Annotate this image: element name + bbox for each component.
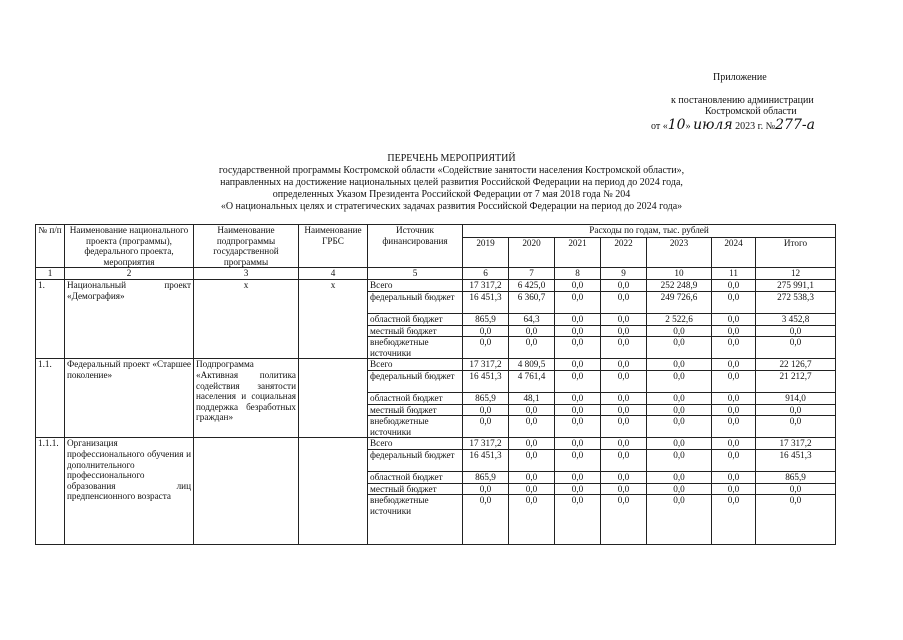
- funding-source: местный бюджет: [368, 325, 463, 337]
- year-2020: 2020: [509, 238, 555, 268]
- funding-source: областной бюджет: [368, 313, 463, 325]
- year-value: 0,0: [601, 471, 647, 483]
- total-value: 22 126,7: [756, 359, 836, 371]
- year-value: 0,0: [647, 416, 712, 438]
- heading-line-2: направленных на достижение национальных целей развития Российской Федерации на период до 2024 года,: [220, 177, 683, 188]
- total-value: 914,0: [756, 392, 836, 404]
- appendix-line-1: к постановлению администрации: [671, 95, 814, 106]
- activity-name: Организация профессионального обучения и дополнительного профессионального образования лиц предпенсионного возраста: [65, 438, 194, 545]
- year-value: 0,0: [712, 483, 756, 495]
- grbs-name: [299, 359, 368, 438]
- year-value: 16 451,3: [463, 370, 509, 392]
- index-cell: 11: [712, 268, 756, 280]
- year-value: 0,0: [463, 416, 509, 438]
- year-value: 0,0: [647, 471, 712, 483]
- year-value: 4 809,5: [509, 359, 555, 371]
- year-value: 17 317,2: [463, 438, 509, 450]
- year-value: 0,0: [601, 483, 647, 495]
- funding-source: областной бюджет: [368, 392, 463, 404]
- header-expenses: Расходы по годам, тыс. рублей: [463, 225, 836, 238]
- total-value: 0,0: [756, 416, 836, 438]
- year-value: 0,0: [712, 313, 756, 325]
- year-value: 0,0: [509, 337, 555, 359]
- year-value: 48,1: [509, 392, 555, 404]
- total-value: 3 452,8: [756, 313, 836, 325]
- index-row: [36, 268, 836, 280]
- date-month-handwritten: июля: [693, 117, 733, 133]
- date-mid: »: [685, 121, 691, 132]
- year-value: 64,3: [509, 313, 555, 325]
- year-value: 0,0: [712, 291, 756, 313]
- year-2024: 2024: [712, 238, 756, 268]
- year-value: 0,0: [647, 449, 712, 471]
- total-value: 865,9: [756, 471, 836, 483]
- total-value: 275 991,1: [756, 280, 836, 292]
- funding-source: Всего: [368, 438, 463, 450]
- header-grbs: Наименование ГРБС: [299, 225, 368, 268]
- total-value: 0,0: [756, 483, 836, 495]
- year-value: 0,0: [647, 359, 712, 371]
- year-value: 0,0: [555, 291, 601, 313]
- year-value: 0,0: [509, 416, 555, 438]
- year-value: 0,0: [647, 325, 712, 337]
- subprogram-name: [194, 438, 299, 545]
- grbs-name: х: [299, 280, 368, 359]
- year-value: 6 425,0: [509, 280, 555, 292]
- year-value: 0,0: [601, 337, 647, 359]
- funding-source: местный бюджет: [368, 404, 463, 416]
- year-value: 0,0: [601, 449, 647, 471]
- appendix-date: [651, 117, 815, 133]
- funding-source: местный бюджет: [368, 483, 463, 495]
- year-2021: 2021: [555, 238, 601, 268]
- year-value: 0,0: [712, 337, 756, 359]
- year-value: 0,0: [463, 483, 509, 495]
- year-value: 6 360,7: [509, 291, 555, 313]
- index-cell: 1: [36, 268, 65, 280]
- grbs-name: [299, 438, 368, 545]
- date-year: 2023 г. №: [735, 121, 776, 132]
- subprogram-name: х: [194, 280, 299, 359]
- total-value: 0,0: [756, 495, 836, 545]
- year-value: 0,0: [463, 325, 509, 337]
- index-cell: 3: [194, 268, 299, 280]
- row-number: 1.: [36, 280, 65, 359]
- year-value: 0,0: [601, 404, 647, 416]
- total-value: 0,0: [756, 404, 836, 416]
- funding-source: внебюджетные источники: [368, 416, 463, 438]
- year-value: 0,0: [555, 483, 601, 495]
- heading-line-3: определенных Указом Президента Российской Федерации от 7 мая 2018 года № 204: [272, 189, 631, 200]
- year-value: 0,0: [712, 359, 756, 371]
- header-row: [36, 225, 836, 238]
- year-value: 0,0: [463, 495, 509, 545]
- year-value: 0,0: [601, 359, 647, 371]
- year-value: 0,0: [555, 416, 601, 438]
- year-value: 0,0: [509, 438, 555, 450]
- year-value: 0,0: [509, 471, 555, 483]
- activity-name: Федеральный проект «Старшее поколение»: [65, 359, 194, 438]
- year-value: 0,0: [712, 280, 756, 292]
- index-cell: 4: [299, 268, 368, 280]
- row-number: 1.1.: [36, 359, 65, 438]
- year-value: 0,0: [647, 337, 712, 359]
- year-value: 0,0: [712, 325, 756, 337]
- appendix-line-2: Костромской области: [705, 106, 797, 117]
- total-value: 0,0: [756, 325, 836, 337]
- year-value: 865,9: [463, 471, 509, 483]
- year-value: 0,0: [509, 483, 555, 495]
- year-value: 0,0: [601, 325, 647, 337]
- year-value: 0,0: [555, 337, 601, 359]
- year-value: 0,0: [555, 471, 601, 483]
- year-value: 0,0: [509, 404, 555, 416]
- table-row: [36, 438, 836, 450]
- index-cell: 5: [368, 268, 463, 280]
- index-cell: 12: [756, 268, 836, 280]
- year-value: 0,0: [647, 438, 712, 450]
- document-title: ПЕРЕЧЕНЬ МЕРОПРИЯТИЙ: [387, 153, 516, 164]
- total-value: 21 212,7: [756, 370, 836, 392]
- year-value: 0,0: [712, 416, 756, 438]
- year-value: 0,0: [712, 495, 756, 545]
- year-value: 4 761,4: [509, 370, 555, 392]
- total-value: 17 317,2: [756, 438, 836, 450]
- funding-source: внебюджетные источники: [368, 337, 463, 359]
- year-value: 0,0: [555, 438, 601, 450]
- year-value: 17 317,2: [463, 359, 509, 371]
- heading-line-4: «О национальных целях и стратегических задачах развития Российской Федерации на период до 2024 года»: [220, 201, 683, 212]
- decree-number-handwritten: 277-а: [775, 117, 815, 133]
- year-value: 0,0: [555, 449, 601, 471]
- year-value: 0,0: [555, 313, 601, 325]
- year-value: 16 451,3: [463, 449, 509, 471]
- year-value: 0,0: [601, 392, 647, 404]
- activities-table: [35, 224, 836, 545]
- total-value: 272 538,3: [756, 291, 836, 313]
- year-value: 0,0: [509, 449, 555, 471]
- header-source: Источник финансирования: [368, 225, 463, 268]
- total-value: 16 451,3: [756, 449, 836, 471]
- header-num: № п/п: [36, 225, 65, 268]
- year-value: 0,0: [509, 325, 555, 337]
- year-value: 0,0: [601, 370, 647, 392]
- subprogram-name: Подпрограмма «Активная политика содействия занятости населения и социальная поддержка безработных граждан»: [194, 359, 299, 438]
- year-value: 0,0: [647, 404, 712, 416]
- index-cell: 2: [65, 268, 194, 280]
- year-2023: 2023: [647, 238, 712, 268]
- header-subprogram: Наименование подпрограммы государственной программы: [194, 225, 299, 268]
- year-value: 252 248,9: [647, 280, 712, 292]
- year-value: 0,0: [712, 449, 756, 471]
- year-value: 0,0: [601, 313, 647, 325]
- year-value: 0,0: [712, 392, 756, 404]
- index-cell: 9: [601, 268, 647, 280]
- year-value: 16 451,3: [463, 291, 509, 313]
- year-value: 0,0: [601, 438, 647, 450]
- year-value: 0,0: [712, 438, 756, 450]
- row-number: 1.1.1.: [36, 438, 65, 545]
- index-cell: 6: [463, 268, 509, 280]
- funding-source: Всего: [368, 280, 463, 292]
- year-value: 865,9: [463, 313, 509, 325]
- date-prefix: от «: [651, 121, 668, 132]
- year-2022: 2022: [601, 238, 647, 268]
- heading-line-1: государственной программы Костромской области «Содействие занятости населения Костромской области»,: [218, 165, 685, 176]
- funding-source: федеральный бюджет: [368, 291, 463, 313]
- year-value: 17 317,2: [463, 280, 509, 292]
- year-value: 0,0: [555, 370, 601, 392]
- year-value: 0,0: [601, 280, 647, 292]
- year-value: 0,0: [601, 495, 647, 545]
- year-value: 0,0: [509, 495, 555, 545]
- year-value: 0,0: [555, 280, 601, 292]
- year-value: 0,0: [712, 370, 756, 392]
- year-value: 0,0: [463, 404, 509, 416]
- year-value: 0,0: [712, 471, 756, 483]
- year-value: 0,0: [601, 291, 647, 313]
- activity-name: Национальный проект «Демография»: [65, 280, 194, 359]
- index-cell: 10: [647, 268, 712, 280]
- year-value: 0,0: [647, 370, 712, 392]
- date-day-handwritten: 10: [667, 117, 686, 133]
- year-value: 0,0: [647, 495, 712, 545]
- funding-source: Всего: [368, 359, 463, 371]
- year-value: 0,0: [555, 495, 601, 545]
- funding-source: областной бюджет: [368, 471, 463, 483]
- year-value: 2 522,6: [647, 313, 712, 325]
- year-value: 0,0: [463, 337, 509, 359]
- table-row: [36, 359, 836, 371]
- year-value: 0,0: [555, 392, 601, 404]
- funding-source: федеральный бюджет: [368, 370, 463, 392]
- index-cell: 8: [555, 268, 601, 280]
- year-value: 249 726,6: [647, 291, 712, 313]
- year-value: 0,0: [647, 392, 712, 404]
- funding-source: федеральный бюджет: [368, 449, 463, 471]
- year-value: 0,0: [555, 325, 601, 337]
- year-value: 0,0: [712, 404, 756, 416]
- index-cell: 7: [509, 268, 555, 280]
- year-value: 0,0: [601, 416, 647, 438]
- table-row: [36, 280, 836, 292]
- header-name: Наименование национального проекта (программы), федерального проекта, мероприятия: [65, 225, 194, 268]
- appendix-title: Приложение: [713, 72, 767, 83]
- total-value: 0,0: [756, 337, 836, 359]
- year-value: 0,0: [555, 359, 601, 371]
- year-2019: 2019: [463, 238, 509, 268]
- year-value: 865,9: [463, 392, 509, 404]
- year-value: 0,0: [647, 483, 712, 495]
- year-total: Итого: [756, 238, 836, 268]
- funding-source: внебюджетные источники: [368, 495, 463, 545]
- year-value: 0,0: [555, 404, 601, 416]
